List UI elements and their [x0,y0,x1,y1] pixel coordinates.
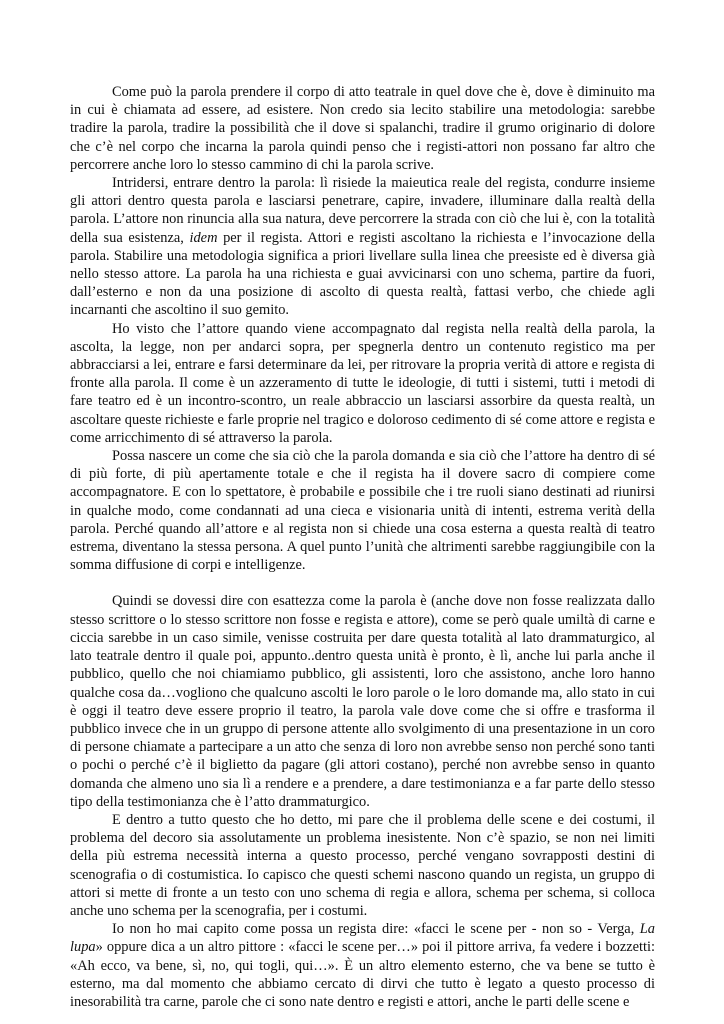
paragraph-7-text-end: » oppure dica a un altro pittore : «facci le scene per…» poi il pittore arriva, fa vedere i bozzetti: «Ah ecco, va bene, sì, no, qui togli, qui…». È un altro elemento esterno, che va bene se tutto è esterno, ma dal momento che abbiamo cercato di dirvi che tutto è legato a questo processo di inesorabilità tra carne, parole che ci sono nate dentro e registi e attori, anche le parti delle scene e [70,939,655,1010]
paragraph-2-text-start: Intridersi, entrare dentro la parola: lì risiede la maieutica reale del regista, condurre insieme gli attori dentro questa parola e lasciarsi penetrare, capire, invadere, illuminare dalla realtà della parola. L’attore non rinuncia alla sua natura, deve percorrere la strada con ciò che lui è, con la totalità della sua esistenza, [70,175,655,246]
paragraph-2-text-end: per il regista. Attori e registi ascoltano la richiesta e l’invocazione della parola. Stabilire una metodologia significa a priori livellare sulla linea che preesiste ed è diversa già nello stesso attore. La parola ha una richiesta e guai avvicinarsi con uno schema, partire da fuori, dall’esterno e non da una posizione di ascolto di questa realtà, fattasi verbo, che chiede agli incarnanti che ascoltino il suo gemito. [70,229,656,319]
paragraph-2-italic-term: idem [189,229,218,246]
paragraph-2 [70,174,655,320]
paragraph-7-italic-title: La lupa [70,921,655,956]
paragraph-4: Possa nascere un come che sia ciò che la parola domanda e sia ciò che l’attore ha dentro di sé di più forte, di più apertamente totale e che il regista ha il dovere sacro di compiere come accompagnatore. E con lo spettatore, è probabile e possibile che i tre ruoli siano destinati ad riunirsi in qualche modo, come condannati ad una cieca e visionaria unità di intenti, estrema verità della parola. Perché quando all’attore e al regista non si chiede una cosa esterna a questa realtà di teatro estrema, diventano la stessa persona. A quel punto l’unità che altrimenti sarebbe raggiungibile con la somma diffusione di corpi e intelligenze. [70,448,655,574]
section-gap [70,574,655,592]
paragraph-3: Ho visto che l’attore quando viene accompagnato dal regista nella realtà della parola, la ascolta, la legge, non per andarci sopra, per spegnerla dentro un contenuto registico ma per abbracciarsi a lei, entrare e farsi determinare da lei, per ritrovare la propria verità di attore e regista di fronte alla parola. Il come è un azzeramento di tutte le ideologie, di tutti i sistemi, tutti i metodi di fare teatro ed è un incontro-scontro, un reale abbraccio un lasciarsi assorbire da questa realtà, un ascoltare queste richieste e farle proprie nel tragico e doloroso cedimento di sé come attore e regista e come arricchimento di sé attraverso la parola. [70,320,655,446]
paragraph-5: Quindi se dovessi dire con esattezza come la parola è (anche dove non fosse realizzata dallo stesso scrittore o lo stesso scrittore non fosse e regista e attore), come se però quale umiltà di carne e ciccia sarebbe in un caso simile, venisse costruita per dare questa totalità al lato drammaturgico, al lato teatrale dentro il quale poi, appunto..dentro questa unità è pronto, è lì, anche lui parla anche il pubblico, quello che noi chiamiamo pubblico, gli assistenti, loro che assistono, anche loro hanno qualche cosa da…vogliono che qualcuno ascolti le loro parole o le loro domande ma, allo stato in cui è oggi il teatro deve essere proprio il teatro, la parola vale dove come che si offre e trasforma il pubblico invece che in un gruppo di persone attente allo svolgimento di una presentazione in un coro di persone chiamate a partecipare a un atto che senza di loro non avrebbe senso non perché sono tanti o pochi o perché c’è il biglietto da pagare (gli attori costano), perché non avrebbe senso in quanto domanda che almeno uno sia lì a rendere e a prendere, a dare testimonianza e a far parte dello stesso tipo della testimonianza che è l’atto drammaturgico. [70,593,655,810]
paragraph-6: E dentro a tutto questo che ho detto, mi pare che il problema delle scene e dei costumi, il problema del decoro sia assolutamente un problema inesistente. Non c’è spazio, se non nei limiti della più estrema necessità interna a questo processo, perché vengano sovrapposti destini di scenografia o di costumistica. Io capisco che questi schemi nascono quando un regista, un gruppo di attori si mette di fronte a un testo con uno schema di regia e allora, schema per schema, si colloca anche uno schema per la scenografia, per i costumi. [70,811,655,919]
paragraph-1: Come può la parola prendere il corpo di atto teatrale in quel dove che è, dove è diminuito ma in cui è chiamata ad essere, ad esistere. Non credo sia lecito stabilire una metodologia: sarebbe tradire la parola, tradire la possibilità che il dove si spalanchi, tradire il grumo originario di dolore che c’è nel corpo che incarna la parola quindi penso che i registi-attori non possano far altro che percorrere anche loro lo stesso cammino di chi la parola scrive. [70,84,655,173]
paragraph-7-text-start: Io non ho mai capito come possa un regista dire: «facci le scene per - non so - Verga, [112,921,640,938]
paragraph-7 [70,920,655,1011]
